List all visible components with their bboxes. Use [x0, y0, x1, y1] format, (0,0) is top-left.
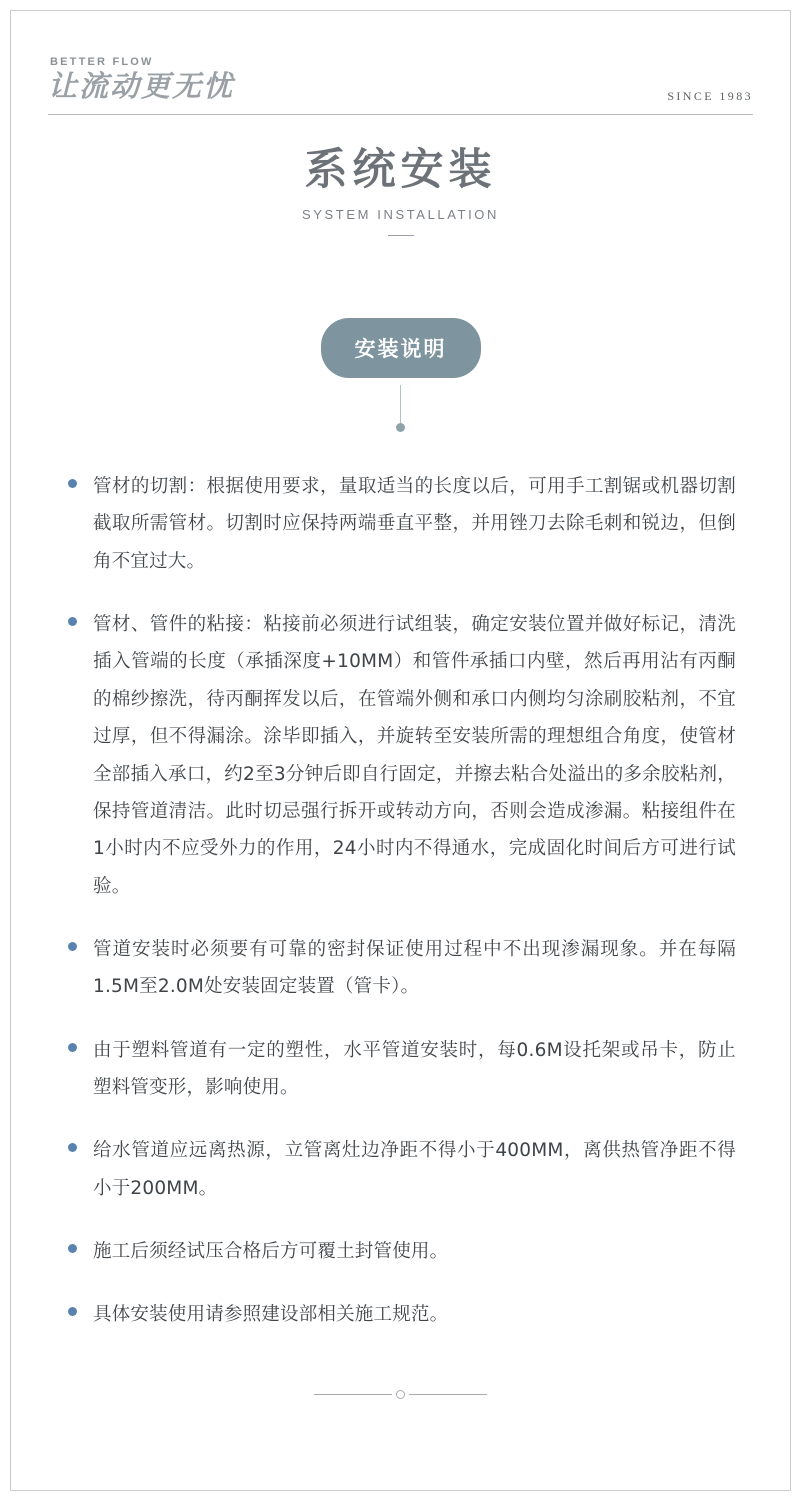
- instruction-list: [68, 468, 736, 1360]
- bullet-icon: [68, 1307, 77, 1316]
- bullet-icon: [68, 1043, 77, 1052]
- footer-ornament: [0, 1390, 801, 1399]
- ornament-line-left: [314, 1394, 392, 1395]
- title-divider: [388, 235, 414, 236]
- list-item-text: 具体安装使用请参照建设部相关施工规范。: [93, 1304, 449, 1326]
- badge-connector-line: [400, 385, 401, 427]
- list-item-text: 管材、管件的粘接：粘接前必须进行试组装，确定安装位置并做好标记，清洗插入管端的长度（承插深度+10MM）和管件承插口内壁，然后再用沾有丙酮的棉纱擦洗，待丙酮挥发以后，在管端外侧和承口内侧均匀涂刷胶粘剂，不宜过厚，但不得漏涂。涂毕即插入，并旋转至安装所需的理想组合角度，使管材全部插入承口，约2至3分钟后即自行固定，并擦去粘合处溢出的多余胶粘剂，保持管道清洁。此时切忌强行拆开或转动方向，否则会造成渗漏。粘接组件在1小时内不应受外力的作用，24小时内不得通水，完成固化时间后方可进行试验。: [93, 614, 736, 897]
- ornament-circle-icon: [396, 1390, 405, 1399]
- badge-connector-dot: [396, 423, 405, 432]
- list-item: [68, 1032, 736, 1107]
- list-item: [68, 931, 736, 1006]
- header: [48, 56, 753, 118]
- brand-chinese-slogan: 让流动更无忧: [48, 69, 235, 103]
- bullet-icon: [68, 1143, 77, 1152]
- list-item: [68, 1296, 736, 1333]
- list-item: [68, 1233, 736, 1270]
- list-item: [68, 1132, 736, 1207]
- page-title: 系统安装: [304, 145, 497, 195]
- page-subtitle: SYSTEM INSTALLATION: [301, 207, 499, 223]
- bullet-icon: [68, 1244, 77, 1253]
- list-item-text: 管材的切割：根据使用要求，量取适当的长度以后，可用手工割锯或机器切割截取所需管材。切割时应保持两端垂直平整，并用锉刀去除毛刺和锐边，但倒角不宜过大。: [93, 476, 736, 572]
- section-badge: 安装说明: [321, 318, 481, 378]
- list-item: [68, 468, 736, 580]
- title-block: [0, 146, 801, 236]
- list-item: [68, 606, 736, 905]
- section-badge-wrap: [0, 318, 801, 432]
- list-item-text: 管道安装时必须要有可靠的密封保证使用过程中不出现渗漏现象。并在每隔1.5M至2.0M处安装固定装置（管卡）。: [93, 938, 736, 998]
- brand-logo: [48, 56, 234, 101]
- list-item-text: 由于塑料管道有一定的塑性，水平管道安装时，每0.6M设托架或吊卡，防止塑料管变形，影响使用。: [93, 1039, 736, 1099]
- ornament-line-right: [409, 1394, 487, 1395]
- brand-english-name: BETTER FLOW: [50, 56, 154, 68]
- bullet-icon: [68, 942, 77, 951]
- list-item-text: 给水管道应远离热源，立管离灶边净距不得小于400MM，离供热管净距不得小于200MM。: [93, 1140, 736, 1199]
- bullet-icon: [68, 617, 77, 626]
- since-label: SINCE 1983: [667, 89, 753, 103]
- list-item-text: 施工后须经试压合格后方可覆土封管使用。: [93, 1241, 449, 1263]
- header-divider: [48, 114, 753, 115]
- bullet-icon: [68, 479, 77, 488]
